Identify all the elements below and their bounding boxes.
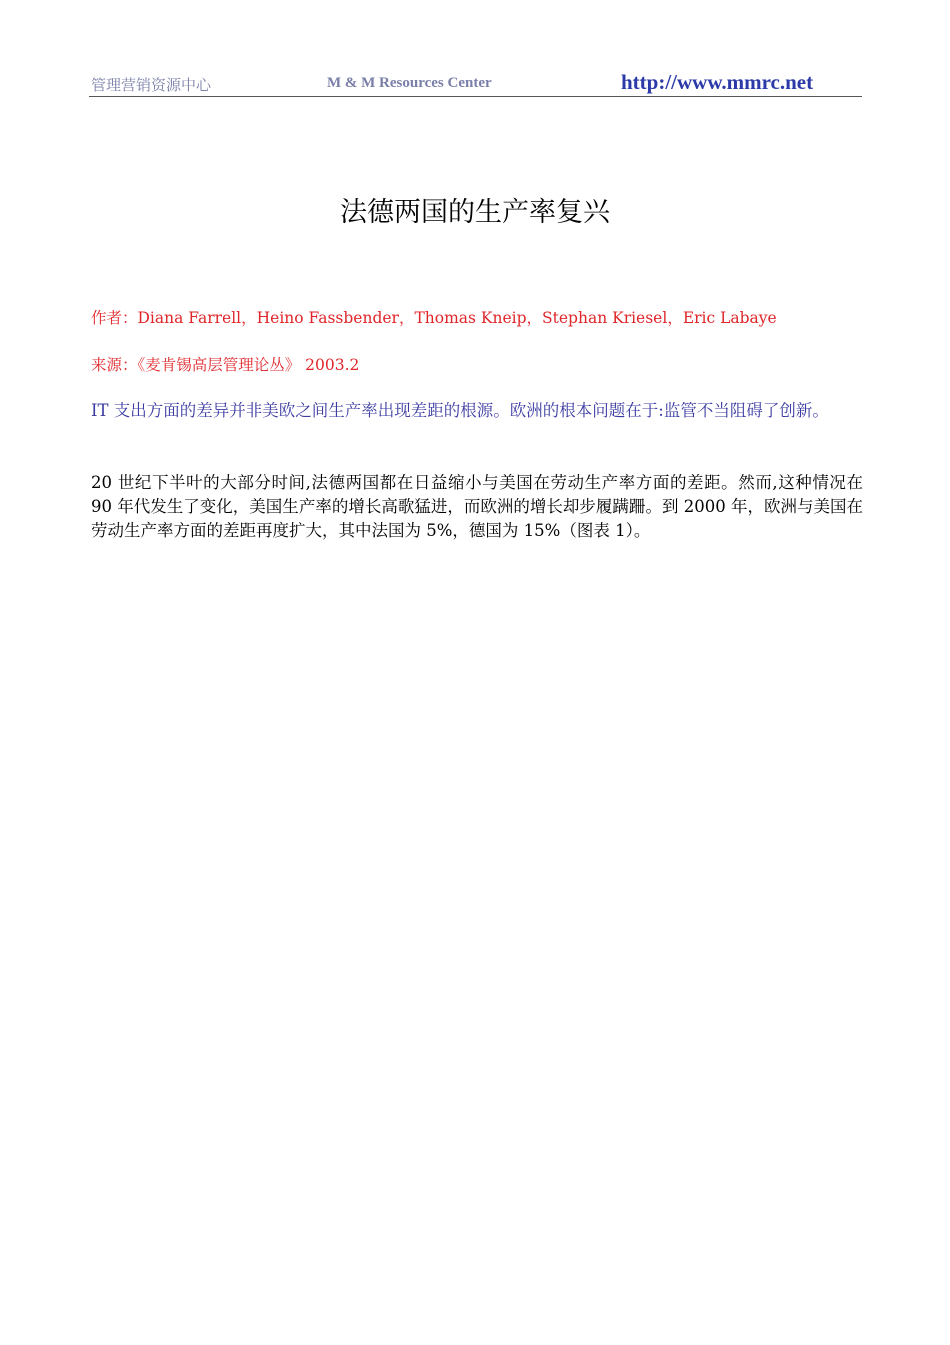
- article-source: 来源：《麦肯锡高层管理论丛》 2003.2: [91, 356, 360, 374]
- article-authors: 作者：Diana Farrell，Heino Fassbender，Thomas Kneip，Stephan Kriesel，Eric Labaye: [91, 309, 777, 327]
- article-title: 法德两国的生产率复兴: [340, 197, 610, 228]
- header-org-name: 管理营销资源中心: [91, 76, 212, 94]
- page-header: [89, 70, 862, 97]
- article-paragraph: 20 世纪下半叶的大部分时间,法德两国都在日益缩小与美国在劳动生产率方面的差距。然而,这种情况在 90 年代发生了变化，美国生产率的增长高歌猛进，而欧洲的增长却步履蹒跚。到 2000 年，欧洲与美国在劳动生产率方面的差距再度扩大，其中法国为 5%，德国为 15%（图表 1）。: [91, 473, 863, 540]
- header-center-name: M & M Resources Center: [327, 75, 492, 91]
- article-abstract: IT 支出方面的差异并非美欧之间生产率出现差距的根源。欧洲的根本问题在于:监管不当阻碍了创新。: [91, 401, 829, 420]
- header-url-link[interactable]: http://www.mmrc.net: [621, 70, 814, 94]
